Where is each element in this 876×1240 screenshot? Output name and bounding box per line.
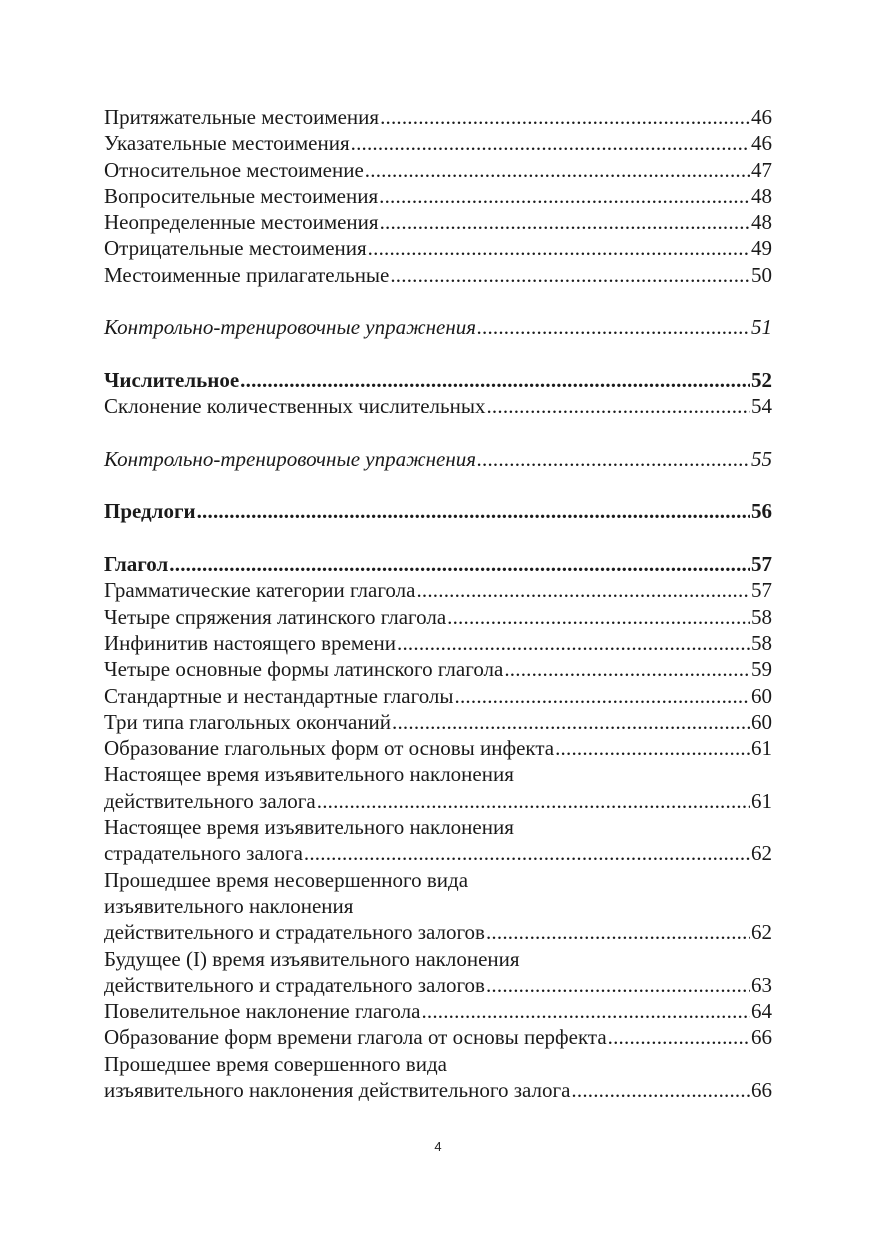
toc-entry[interactable] <box>104 577 772 603</box>
toc-entry-title: Притяжательные местоимения <box>104 105 380 129</box>
toc-leader-dots <box>240 367 750 393</box>
toc-spacer <box>104 525 772 551</box>
toc-entry-title: Контрольно-тренировочные упражнения <box>104 315 477 340</box>
toc-leader-dots <box>351 130 750 156</box>
toc-entry-title: Числительное <box>104 367 240 392</box>
toc-spacer <box>104 341 772 367</box>
toc-entry-page: 48 <box>751 183 772 208</box>
toc-entry-title-line: Прошедшее время несовершенного вида <box>104 867 469 892</box>
toc-leader-dots <box>379 183 750 209</box>
toc-entry-page: 66 <box>751 1077 772 1102</box>
toc-leader-dots <box>390 262 750 288</box>
toc-entry-page: 49 <box>751 236 772 261</box>
toc-leader-dots <box>169 551 750 577</box>
toc-entry-title: Грамматические категории глагола <box>104 578 416 603</box>
toc-entry-title: Глагол <box>104 552 169 577</box>
toc-entry[interactable] <box>104 1024 772 1050</box>
toc-entry-page: 54 <box>751 394 772 419</box>
toc-leader-dots <box>365 157 750 183</box>
toc-entry[interactable] <box>104 788 772 814</box>
toc-entry[interactable] <box>104 183 772 209</box>
toc-entry[interactable] <box>104 630 772 656</box>
toc-entry-page: 56 <box>751 499 772 524</box>
toc-entry-page: 62 <box>751 841 772 866</box>
toc-spacer <box>104 420 772 446</box>
toc-leader-dots <box>486 972 750 998</box>
toc-entry[interactable] <box>104 262 772 288</box>
toc-entry-title: Образование форм времени глагола от основы перфекта <box>104 1025 607 1050</box>
toc-entry-title: Неопределенные местоимения <box>104 210 379 235</box>
toc-entry[interactable] <box>104 683 772 709</box>
toc-leader-dots <box>317 788 750 814</box>
toc-entry-title-line: Настоящее время изъявительного наклонения <box>104 815 514 840</box>
toc-entry-page: 64 <box>751 999 772 1024</box>
toc-entry[interactable] <box>104 604 772 630</box>
toc-entry-page: 52 <box>751 367 772 392</box>
toc-leader-dots <box>416 577 750 603</box>
toc-leader-dots <box>392 709 750 735</box>
toc-entry-title: Три типа глагольных окончаний <box>104 709 392 734</box>
toc-leader-dots <box>447 604 750 630</box>
toc-entry-title-line: Будущее (I) время изъявительного наклонения <box>104 946 520 971</box>
table-of-contents <box>104 104 772 1103</box>
toc-entry[interactable] <box>104 393 772 419</box>
toc-entry-title: действительного и страдательного залогов <box>104 972 485 997</box>
toc-entry[interactable] <box>104 998 772 1024</box>
toc-entry-title-line: Прошедшее время совершенного вида <box>104 1051 447 1076</box>
toc-leader-dots <box>368 235 750 261</box>
toc-entry-page: 46 <box>751 105 772 129</box>
toc-entry-title: Четыре спряжения латинского глагола <box>104 604 447 629</box>
toc-entry-page: 47 <box>751 157 772 182</box>
toc-entry[interactable] <box>104 235 772 261</box>
toc-entry-title: действительного залога <box>104 788 316 813</box>
toc-entry[interactable] <box>104 972 772 998</box>
toc-leader-dots <box>486 919 750 945</box>
toc-entry-title: Местоименные прилагательные <box>104 262 390 287</box>
toc-entry-title: Четыре основные формы латинского глагола <box>104 657 504 682</box>
toc-entry-page: 51 <box>751 315 772 340</box>
toc-entry-exercises[interactable] <box>104 446 772 472</box>
toc-entry-title: Повелительное наклонение глагола <box>104 999 421 1024</box>
toc-leader-dots <box>571 1077 750 1103</box>
toc-entry-page: 66 <box>751 1025 772 1050</box>
toc-entry[interactable] <box>104 735 772 761</box>
toc-entry-page: 57 <box>751 552 772 577</box>
toc-entry-title: Относительное местоимение <box>104 157 364 182</box>
toc-entry-page: 63 <box>751 972 772 997</box>
toc-leader-dots <box>397 630 750 656</box>
toc-entry-page: 57 <box>751 578 772 603</box>
toc-section-heading[interactable] <box>104 551 772 577</box>
toc-leader-dots <box>380 209 750 235</box>
toc-entry-page: 50 <box>751 262 772 287</box>
toc-leader-dots <box>555 735 750 761</box>
toc-entry[interactable] <box>104 709 772 735</box>
toc-entry-page: 55 <box>751 446 772 471</box>
toc-entry-title: действительного и страдательного залогов <box>104 920 485 945</box>
toc-entry-title: Стандартные и нестандартные глаголы <box>104 683 454 708</box>
toc-entry-title: Инфинитив настоящего времени <box>104 630 397 655</box>
toc-entry-title: Указательные местоимения <box>104 131 350 156</box>
toc-entry[interactable] <box>104 840 772 866</box>
toc-entry[interactable] <box>104 130 772 156</box>
toc-leader-dots <box>486 393 750 419</box>
toc-entry[interactable] <box>104 1077 772 1103</box>
toc-spacer <box>104 288 772 314</box>
toc-entry-title-line: Настоящее время изъявительного наклонения <box>104 762 514 787</box>
toc-entry-title: Склонение количественных числительных <box>104 394 486 419</box>
toc-leader-dots <box>504 656 750 682</box>
toc-entry[interactable] <box>104 656 772 682</box>
toc-entry-title: изъявительного наклонения действительного залога <box>104 1077 571 1102</box>
toc-entry[interactable] <box>104 919 772 945</box>
toc-entry-exercises[interactable] <box>104 314 772 340</box>
toc-entry-page: 61 <box>751 736 772 761</box>
toc-entry-page: 62 <box>751 920 772 945</box>
toc-entry-page: 48 <box>751 210 772 235</box>
toc-entry-page: 61 <box>751 788 772 813</box>
toc-entry-page: 59 <box>751 657 772 682</box>
toc-entry[interactable] <box>104 104 772 130</box>
toc-leader-dots <box>380 104 750 130</box>
toc-spacer <box>104 472 772 498</box>
page-number: 4 <box>434 1139 442 1154</box>
toc-entry-page: 46 <box>751 131 772 156</box>
toc-entry-title: страдательного залога <box>104 841 303 866</box>
toc-entry-title: Образование глагольных форм от основы инфекта <box>104 736 555 761</box>
toc-entry-title: Контрольно-тренировочные упражнения <box>104 446 477 471</box>
toc-leader-dots <box>421 998 750 1024</box>
toc-entry[interactable] <box>104 157 772 183</box>
toc-section-heading[interactable] <box>104 367 772 393</box>
toc-leader-dots <box>304 840 750 866</box>
toc-entry-title: Отрицательные местоимения <box>104 236 367 261</box>
toc-entry[interactable] <box>104 209 772 235</box>
toc-entry-page: 58 <box>751 630 772 655</box>
toc-section-heading[interactable] <box>104 498 772 524</box>
toc-entry-page: 58 <box>751 604 772 629</box>
toc-leader-dots <box>477 446 750 472</box>
toc-entry-title-line: изъявительного наклонения <box>104 893 354 918</box>
toc-entry-title: Предлоги <box>104 499 196 524</box>
toc-leader-dots <box>197 498 750 524</box>
toc-leader-dots <box>608 1024 750 1050</box>
toc-leader-dots <box>455 683 750 709</box>
toc-entry-page: 60 <box>751 709 772 734</box>
toc-entry-page: 60 <box>751 683 772 708</box>
toc-leader-dots <box>477 314 750 340</box>
toc-entry-title: Вопросительные местоимения <box>104 183 379 208</box>
